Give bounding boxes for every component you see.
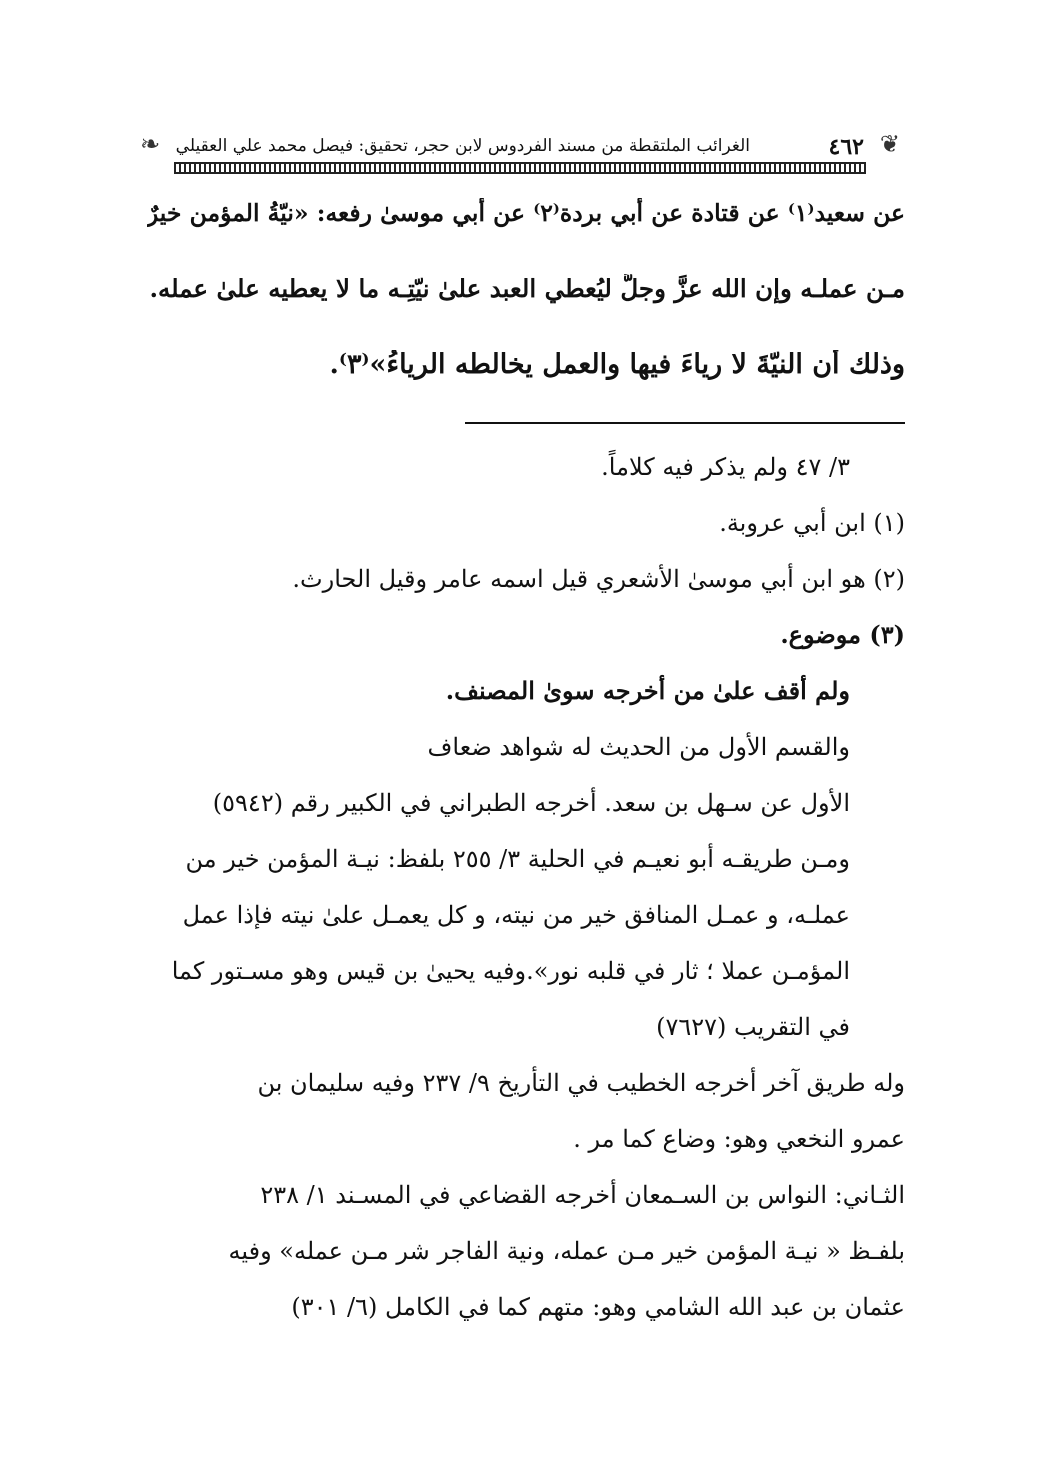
page-number: ٤٦٢ (828, 134, 864, 160)
footnote-line: الأول عن سـهل بن سعد. أخرجه الطبراني في الكبير رقم (٥٩٤٢) (212, 789, 850, 817)
page-header (140, 128, 900, 168)
footnote-line: الثـاني: النواس بن السـمعان أخرجه القضاعي في المسـند ١/ ٢٣٨ (260, 1181, 905, 1209)
footnote-line: ٣/ ٤٧ ولم يذكر فيه كلاماً. (601, 453, 850, 481)
footnote-line: عملـه، و عمـل المنافق خير من نيته، و كل يعمـل علىٰ نيته فإذا عمل (182, 901, 850, 929)
footnote-line: عثمان بن عبد الله الشامي وهو: متهم كما في الكامل (٦/ ٣٠١) (291, 1293, 905, 1321)
footnote-line: في التقريب (٧٦٢٧) (656, 1013, 850, 1041)
footnote-line: وله طريق آخر أخرجه الخطيب في التأريخ ٩/ ٢٣٧ وفيه سليمان بن (257, 1069, 905, 1097)
footnote-separator (465, 422, 905, 424)
main-text-line: عن سعيد⁽١⁾ عن قتادة عن أبي بردة⁽٢⁾ عن أبي موسىٰ رفعه: «نيّةُ المؤمن خيرٌ (146, 199, 905, 227)
footnote-line: ومـن طريقـه أبو نعيـم في الحلية ٣/ ٢٥٥ بلفظ: نيـة المؤمن خير من (185, 845, 850, 873)
floral-ornament-icon: ❦ (879, 130, 900, 158)
footnote-line: (٣) موضوع. (780, 620, 905, 649)
footnote-line: (٢) هو ابن أبي موسىٰ الأشعري قيل اسمه عامر وقيل الحارث. (292, 565, 905, 593)
main-text-line: مـن عملـه وإن الله عزَّ وجلَّ ليُعطي العبد علىٰ نيّتِـه ما لا يعطيه علىٰ عمله. (149, 274, 905, 303)
footnote-line: عمرو النخعي وهو: وضاع كما مر . (573, 1125, 905, 1153)
footnote-line: (١) ابن أبي عروبة. (719, 509, 905, 537)
header-rule (174, 162, 866, 174)
main-text-line: وذلك أن النيّةَ لا رياءَ فيها والعمل يخالطه الرياءُ»⁽٣⁾. (329, 350, 905, 380)
footnote-line: بلفـظ « نيـة المؤمن خير مـن عمله، ونية الفاجر شر مـن عمله» وفيه (228, 1237, 905, 1265)
footnote-line: المؤمـن عملا ؛ ثار في قلبه نور».وفيه يحيىٰ بن قيس وهو مسـتور كما (171, 957, 850, 985)
running-title: الغرائب الملتقطة من مسند الفردوس لابن حجر، تحقيق: فيصل محمد علي العقيلي (175, 136, 750, 156)
footnote-line: والقسم الأول من الحديث له شواهد ضعاف (427, 733, 850, 761)
footnote-line: ولم أقف علىٰ من أخرجه سوىٰ المصنف. (445, 676, 850, 705)
floral-ornament-icon: ❧ (140, 130, 161, 158)
